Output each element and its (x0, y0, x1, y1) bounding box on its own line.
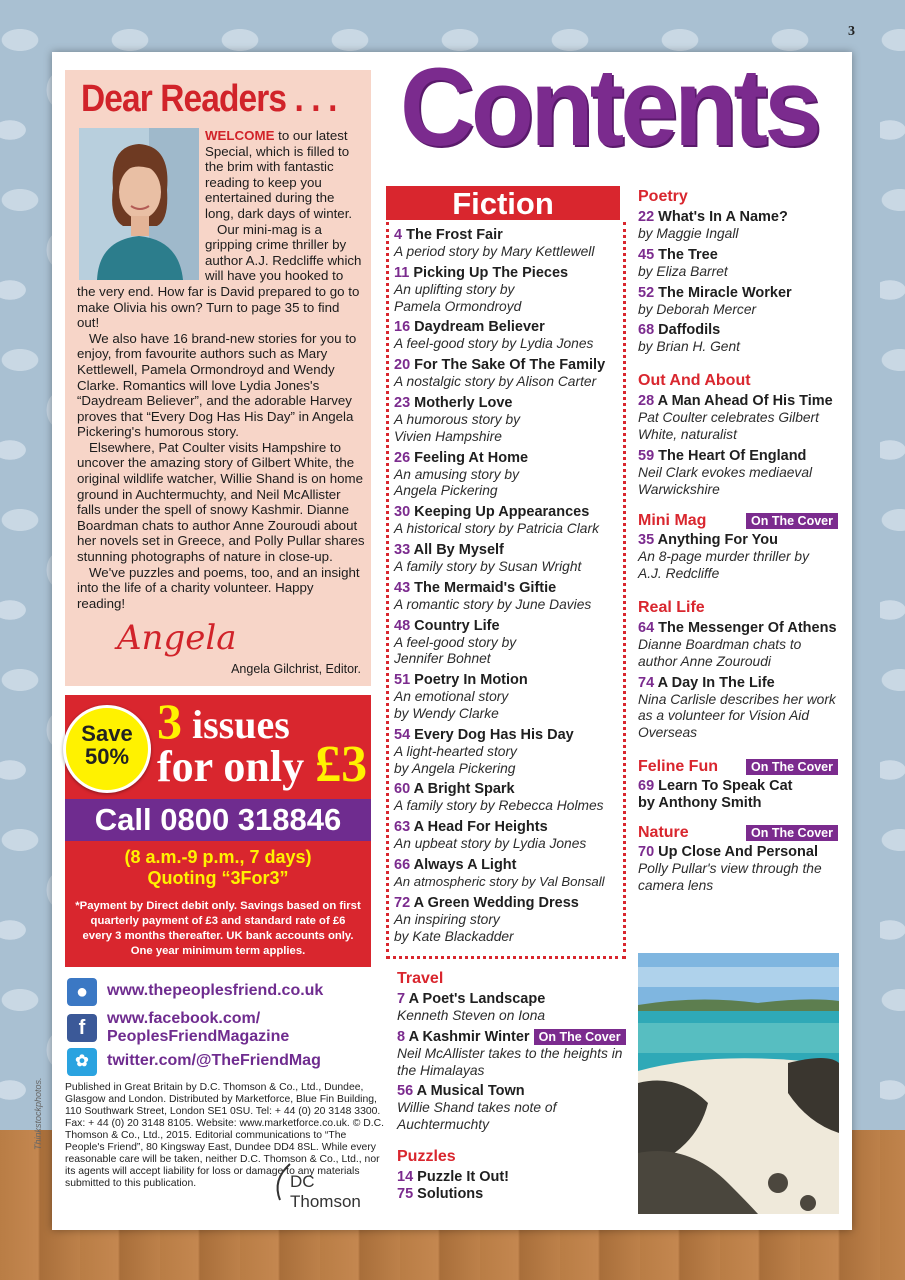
facebook-url[interactable] (107, 1010, 289, 1046)
list-item[interactable]: 35 Anything For You An 8-page murder thriller by A.J. Redcliffe (638, 532, 810, 582)
list-item[interactable]: 69 Learn To Speak Cat by Anthony Smith (638, 777, 793, 811)
website-link[interactable] (67, 978, 367, 1008)
save-badge (63, 705, 151, 793)
call-hours (65, 847, 371, 889)
list-item[interactable]: 4 The Frost Fair A period story by Mary Kettlewell (394, 227, 595, 259)
list-item[interactable]: 48 Country Life A feel-good story by Jennifer Bohnet (394, 617, 517, 667)
list-item[interactable]: 7 A Poet's Landscape Kenneth Steven on Iona (397, 991, 546, 1023)
twitter-handle[interactable]: twitter.com/@TheFriendMag (107, 1052, 321, 1069)
list-item[interactable]: 23 Motherly Love A humorous story by Vivien Hampshire (394, 394, 521, 444)
list-item[interactable]: 72 A Green Wedding Dress An inspiring story by Kate Blackadder (394, 894, 579, 944)
dear-readers-box (65, 70, 371, 686)
contents-title: Contents (400, 46, 818, 169)
fiction-heading: Fiction (386, 186, 620, 220)
facebook-icon: f (67, 1014, 97, 1042)
editor-letter (77, 128, 365, 611)
issues-word: issues (182, 702, 290, 747)
nature-header (638, 824, 838, 844)
out-and-about-heading: Out And About (638, 372, 751, 390)
dc-thomson-logo-text: DC Thomson (290, 1172, 361, 1211)
list-item[interactable]: 75 Solutions (397, 1185, 484, 1202)
page-number: 3 (848, 24, 855, 39)
letter-para-4: Elsewhere, Pat Coulter visits Hampshire to uncover the amazing story of Gilbert White, the original wildlife watcher, Willie Shand is on home ground in Auchtermuchty, and Neil McAllister falls under the spell of snowy Kashmir. Dianne Boardman chats to author Anne Zouroudi about her novels set in Greece, and Polly Pullar shares stunning photographs of nature in close-up. (77, 439, 365, 565)
dear-readers-heading: Dear Readers . . . (81, 78, 337, 120)
list-item[interactable]: 45 The Tree by Eliza Barret (638, 246, 728, 279)
subscription-offer[interactable] (65, 695, 371, 967)
list-item[interactable]: 20 For The Sake Of The Family A nostalgic story by Alison Carter (394, 357, 606, 390)
editor-name: Angela Gilchrist, Editor. (231, 662, 361, 676)
right-column (638, 188, 838, 899)
facebook-url-line1: www.facebook.com/ (107, 1010, 261, 1027)
list-item[interactable]: 8 A Kashmir Winter On The Cover Neil McAllister takes to the heights in the Himalayas (397, 1029, 637, 1080)
beach-photo (638, 953, 839, 1214)
feline-fun-heading: Feline Fun (638, 757, 718, 775)
price-line (157, 736, 368, 793)
issues-number: 3 (157, 693, 182, 749)
editor-signature: Angela (117, 618, 237, 658)
list-item[interactable]: 66 Always A Light An atmospheric story by Val Bonsall (394, 856, 605, 889)
list-item[interactable]: 70 Up Close And Personal Polly Pullar's view through the camera lens (638, 843, 822, 893)
list-item[interactable]: 60 A Bright Spark A family story by Rebecca Holmes (394, 781, 604, 814)
call-number[interactable]: Call 0800 318846 (65, 799, 371, 841)
list-item[interactable]: 51 Poetry In Motion An emotional story by Wendy Clarke (394, 672, 528, 721)
list-item[interactable]: 52 The Miracle Worker by Deborah Mercer (638, 284, 792, 317)
feline-fun-header (638, 758, 838, 778)
letter-para-5: We've puzzles and poems, too, and an insight into the life of a charity volunteer. Happy reading! (77, 564, 360, 611)
list-item[interactable]: 14 Puzzle It Out! (397, 1168, 510, 1185)
letter-para-2: Our mini-mag is a gripping crime thriller by author A.J. Redcliffe which will have you hooked to the very end. How far is David prepared to go to make Olivia his own? Turn to page 35 to find out! (77, 221, 362, 331)
list-item[interactable]: 68 Daffodils by Brian H. Gent (638, 322, 740, 355)
on-the-cover-badge: On The Cover (746, 825, 838, 841)
nature-heading: Nature (638, 823, 689, 841)
quoting-code: Quoting “3For3” (147, 868, 289, 888)
list-item[interactable]: 56 A Musical Town Willie Shand takes note of Auchtermuchty (397, 1083, 557, 1133)
letter-para-1: to our latest Special, which is filled to the brim with fantastic reading to keep you entertained during the long, dark days of winter. (205, 128, 353, 221)
fiction-list (394, 227, 620, 949)
real-life-heading: Real Life (638, 598, 705, 616)
mini-mag-heading: Mini Mag (638, 512, 707, 530)
list-item[interactable]: 33 All By Myself A family story by Susan Wright (394, 541, 582, 574)
save-percent: 50% (84, 744, 130, 769)
facebook-url-line2: PeoplesFriendMagazine (107, 1028, 290, 1045)
for-only-text: for only (157, 742, 316, 791)
travel-section (397, 970, 637, 1207)
list-item[interactable]: 11 Picking Up The Pieces An uplifting story by Pamela Ormondroyd (394, 264, 569, 314)
list-item[interactable]: 43 The Mermaid's Giftie A romantic story by June Davies (394, 579, 592, 612)
list-item[interactable]: 22 What's In A Name? by Maggie Ingall (638, 209, 788, 241)
poetry-heading: Poetry (638, 188, 688, 205)
on-the-cover-badge: On The Cover (746, 759, 838, 775)
list-item[interactable]: 30 Keeping Up Appearances A historical story by Patricia Clark (394, 504, 599, 537)
photo-credit: Thinkstockphotos. (33, 1077, 43, 1150)
website-url[interactable]: www.thepeoplesfriend.co.uk (107, 982, 324, 999)
issues-line (157, 693, 290, 749)
price: £3 (315, 736, 368, 793)
list-item[interactable]: 64 The Messenger Of Athens Dianne Boardman chats to author Anne Zouroudi (638, 619, 837, 669)
save-label: Save (81, 721, 133, 746)
on-the-cover-badge: On The Cover (534, 1029, 626, 1045)
subscription-terms: *Payment by Direct debit only. Savings based on first quarterly payment of £3 and standard rate of £6 every 3 months thereafter. UK bank accounts only. One year minimum term applies. (75, 900, 361, 957)
twitter-bird-icon: ✿ (67, 1048, 97, 1076)
dc-thomson-logo (270, 1162, 380, 1211)
puzzles-heading: Puzzles (397, 1147, 456, 1165)
facebook-link[interactable] (67, 1010, 367, 1046)
list-item[interactable]: 74 A Day In The Life Nina Carlisle describes her work as a volunteer for Vision Aid Overseas (638, 674, 836, 741)
list-item[interactable]: 63 A Head For Heights An upbeat story by Lydia Jones (394, 819, 587, 852)
mini-mag-header (638, 512, 838, 532)
welcome-word: WELCOME (205, 128, 275, 143)
website-icon: ● (67, 978, 97, 1006)
list-item[interactable]: 26 Feeling At Home An amusing story by Angela Pickering (394, 449, 529, 499)
letter-para-3: We also have 16 brand-new stories for you to enjoy, from favourite authors such as Mary Kettlewell, Pamela Ormondroyd and Wendy Clarke. Romantics will love Lydia Jones's “Daydream Believer”, and the adorable Harvey proves that “Every Dog Has His Day” in Angela Pickering's humorous story. (77, 330, 357, 440)
publisher-info: Published in Great Britain by D.C. Thomson & Co., Ltd., Dundee, Glasgow and London. Distributed by Marketforce, Blue Fin Building, 110 Southwark Street, London SE1 0SU. Tel: + 44 (0) 20 3148 3300. Fax: + 44 (0) 20 3148 8105. Website: www.marketforce.co.uk. © D.C. Thomson & Co., Ltd., 2015. Editorial communications to “The People's Friend”, 80 Kingsway East, Dundee DD4 8SL. While every reasonable care will be taken, neither D.C. Thomson & Co., Ltd., nor its agents will accept liability for loss or damage to any materials submitted to this publication. (65, 1082, 385, 1189)
twitter-link[interactable] (67, 1048, 367, 1078)
travel-heading: Travel (397, 970, 444, 987)
list-item[interactable]: 59 The Heart Of England Neil Clark evokes mediaeval Warwickshire (638, 447, 813, 497)
on-the-cover-badge: On The Cover (746, 513, 838, 529)
list-item[interactable]: 16 Daydream Believer A feel-good story by Lydia Jones (394, 319, 594, 352)
list-item[interactable]: 54 Every Dog Has His Day A light-hearted story by Angela Pickering (394, 726, 574, 776)
hours-text: (8 a.m.-9 p.m., 7 days) (124, 847, 312, 867)
list-item[interactable]: 28 A Man Ahead Of His Time Pat Coulter celebrates Gilbert White, naturalist (638, 393, 833, 442)
